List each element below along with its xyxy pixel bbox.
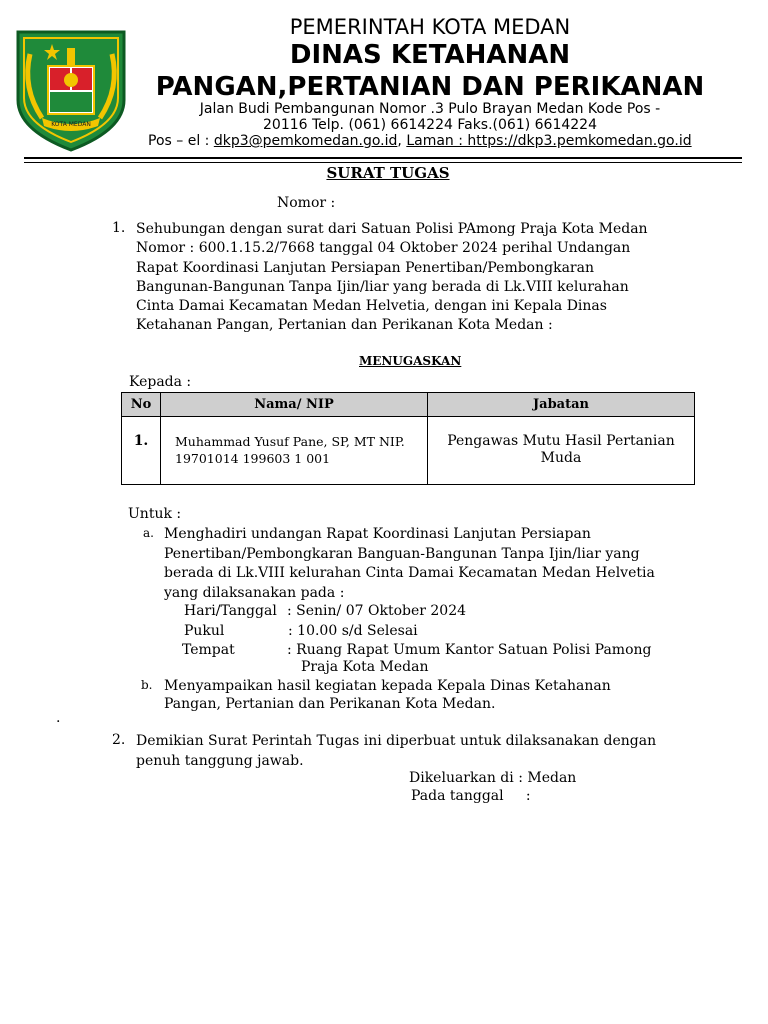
item-a-line: yang dilaksanakan pada : — [164, 584, 345, 601]
header-agency-name-2: PANGAN,PERTANIAN DAN PERIKANAN — [155, 72, 705, 102]
contact-separator: , — [397, 133, 407, 149]
document-title: SURAT TUGAS — [326, 164, 450, 182]
dikeluarkan-line: Dikeluarkan di : Medan — [409, 770, 577, 786]
item-a-marker: a. — [143, 526, 154, 540]
jabatan-text-2: Muda — [540, 450, 582, 466]
point-1-line: Nomor : 600.1.15.2/7668 tanggal 04 Oktober 2024 perihal Undangan — [136, 240, 631, 257]
header-government-line: PEMERINTAH KOTA MEDAN — [289, 15, 571, 39]
header-jabatan: Jabatan — [428, 393, 695, 417]
point-1-line: Rapat Koordinasi Lanjutan Persiapan Penertiban/Pembongkaran — [136, 259, 594, 276]
header-no: No — [122, 393, 161, 417]
item-b-paragraph — [164, 677, 682, 713]
header-divider-thick — [24, 157, 742, 159]
item-a-line: Penertiban/Pembongkaran Banguan-Bangunan Tanpa Ijin/liar yang — [164, 545, 640, 562]
tempat-value: : Ruang Rapat Umum Kantor Satuan Polisi Pamong — [287, 642, 652, 658]
table-row — [122, 417, 695, 485]
email-link[interactable]: dkp3@pemkomedan.go.id — [213, 133, 398, 149]
table-header-row — [122, 393, 695, 417]
menugaskan-heading: MENUGASKAN — [359, 354, 462, 368]
item-b-line: Pangan, Pertanian dan Perikanan Kota Medan. — [164, 696, 496, 712]
website-link[interactable]: Laman : https://dkp3.pemkomedan.go.id — [406, 133, 692, 149]
contact-prefix: Pos – el : — [148, 133, 214, 149]
header-contact-line — [148, 133, 748, 149]
item-a-line: berada di Lk.VIII kelurahan Cinta Damai Kecamatan Medan Helvetia — [164, 565, 655, 581]
pukul-label: Pukul — [184, 623, 225, 639]
nama-text: Muhammad Yusuf Pane, SP, MT NIP. — [175, 434, 405, 449]
point-2-number: 2. — [112, 732, 126, 748]
item-a-paragraph — [164, 525, 694, 603]
point-1-line: Bangunan-Bangunan Tanpa Ijin/liar yang berada di Lk.VIII kelurahan — [136, 278, 629, 295]
point-1-number: 1. — [112, 220, 126, 236]
point-2-line: Demikian Surat Perintah Tugas ini diperbuat untuk dilaksanakan dengan — [136, 733, 657, 749]
nip-text: 19701014 199603 1 001 — [175, 451, 331, 466]
item-b-marker: b. — [141, 678, 153, 692]
item-a-line: Menghadiri undangan Rapat Koordinasi Lanjutan Persiapan — [164, 526, 591, 542]
point-1-line: Sehubungan dengan surat dari Satuan Polisi PAmong Praja Kota Medan — [136, 221, 648, 237]
header-address-line1: Jalan Budi Pembangunan Nomor .3 Pulo Brayan Medan Kode Pos - — [199, 101, 661, 117]
kepada-label: Kepada : — [129, 374, 192, 390]
assignee-table — [121, 392, 695, 485]
point-1-line: Ketahanan Pangan, Pertanian dan Perikanan Kota Medan : — [136, 317, 553, 334]
untuk-label: Untuk : — [128, 506, 182, 522]
cell-no: 1. — [122, 417, 161, 485]
header-nama-nip: Nama/ NIP — [161, 393, 428, 417]
item-b-line: Menyampaikan hasil kegiatan kepada Kepala Dinas Ketahanan — [164, 678, 611, 694]
pukul-value: : 10.00 s/d Selesai — [288, 623, 418, 639]
tempat-label: Tempat — [182, 642, 235, 658]
hari-label: Hari/Tanggal — [184, 603, 277, 619]
pada-tanggal-line: Pada tanggal : — [411, 788, 531, 804]
point-1-line: Cinta Damai Kecamatan Medan Helvetia, dengan ini Kepala Dinas — [136, 298, 607, 315]
point-2-paragraph — [136, 731, 710, 771]
logo-caption: KOTA MEDAN — [51, 121, 91, 128]
header-divider-thin — [24, 162, 742, 163]
kota-medan-emblem-logo — [12, 18, 130, 154]
nomor-label: Nomor : — [277, 195, 336, 211]
header-agency-name: DINAS KETAHANAN — [289, 40, 571, 70]
header-address-line2: 20116 Telp. (061) 6614224 Faks.(061) 6614224 — [263, 117, 597, 133]
tempat-value-2: Praja Kota Medan — [301, 659, 429, 675]
point-2-line: penuh tanggung jawab. — [136, 753, 304, 769]
cell-jabatan — [428, 417, 695, 485]
hari-value: : Senin/ 07 Oktober 2024 — [287, 603, 467, 619]
jabatan-text: Pengawas Mutu Hasil Pertanian — [447, 433, 675, 449]
point-1-paragraph — [136, 220, 694, 336]
cell-nama-nip — [161, 417, 428, 485]
stray-dot: . — [56, 710, 61, 726]
